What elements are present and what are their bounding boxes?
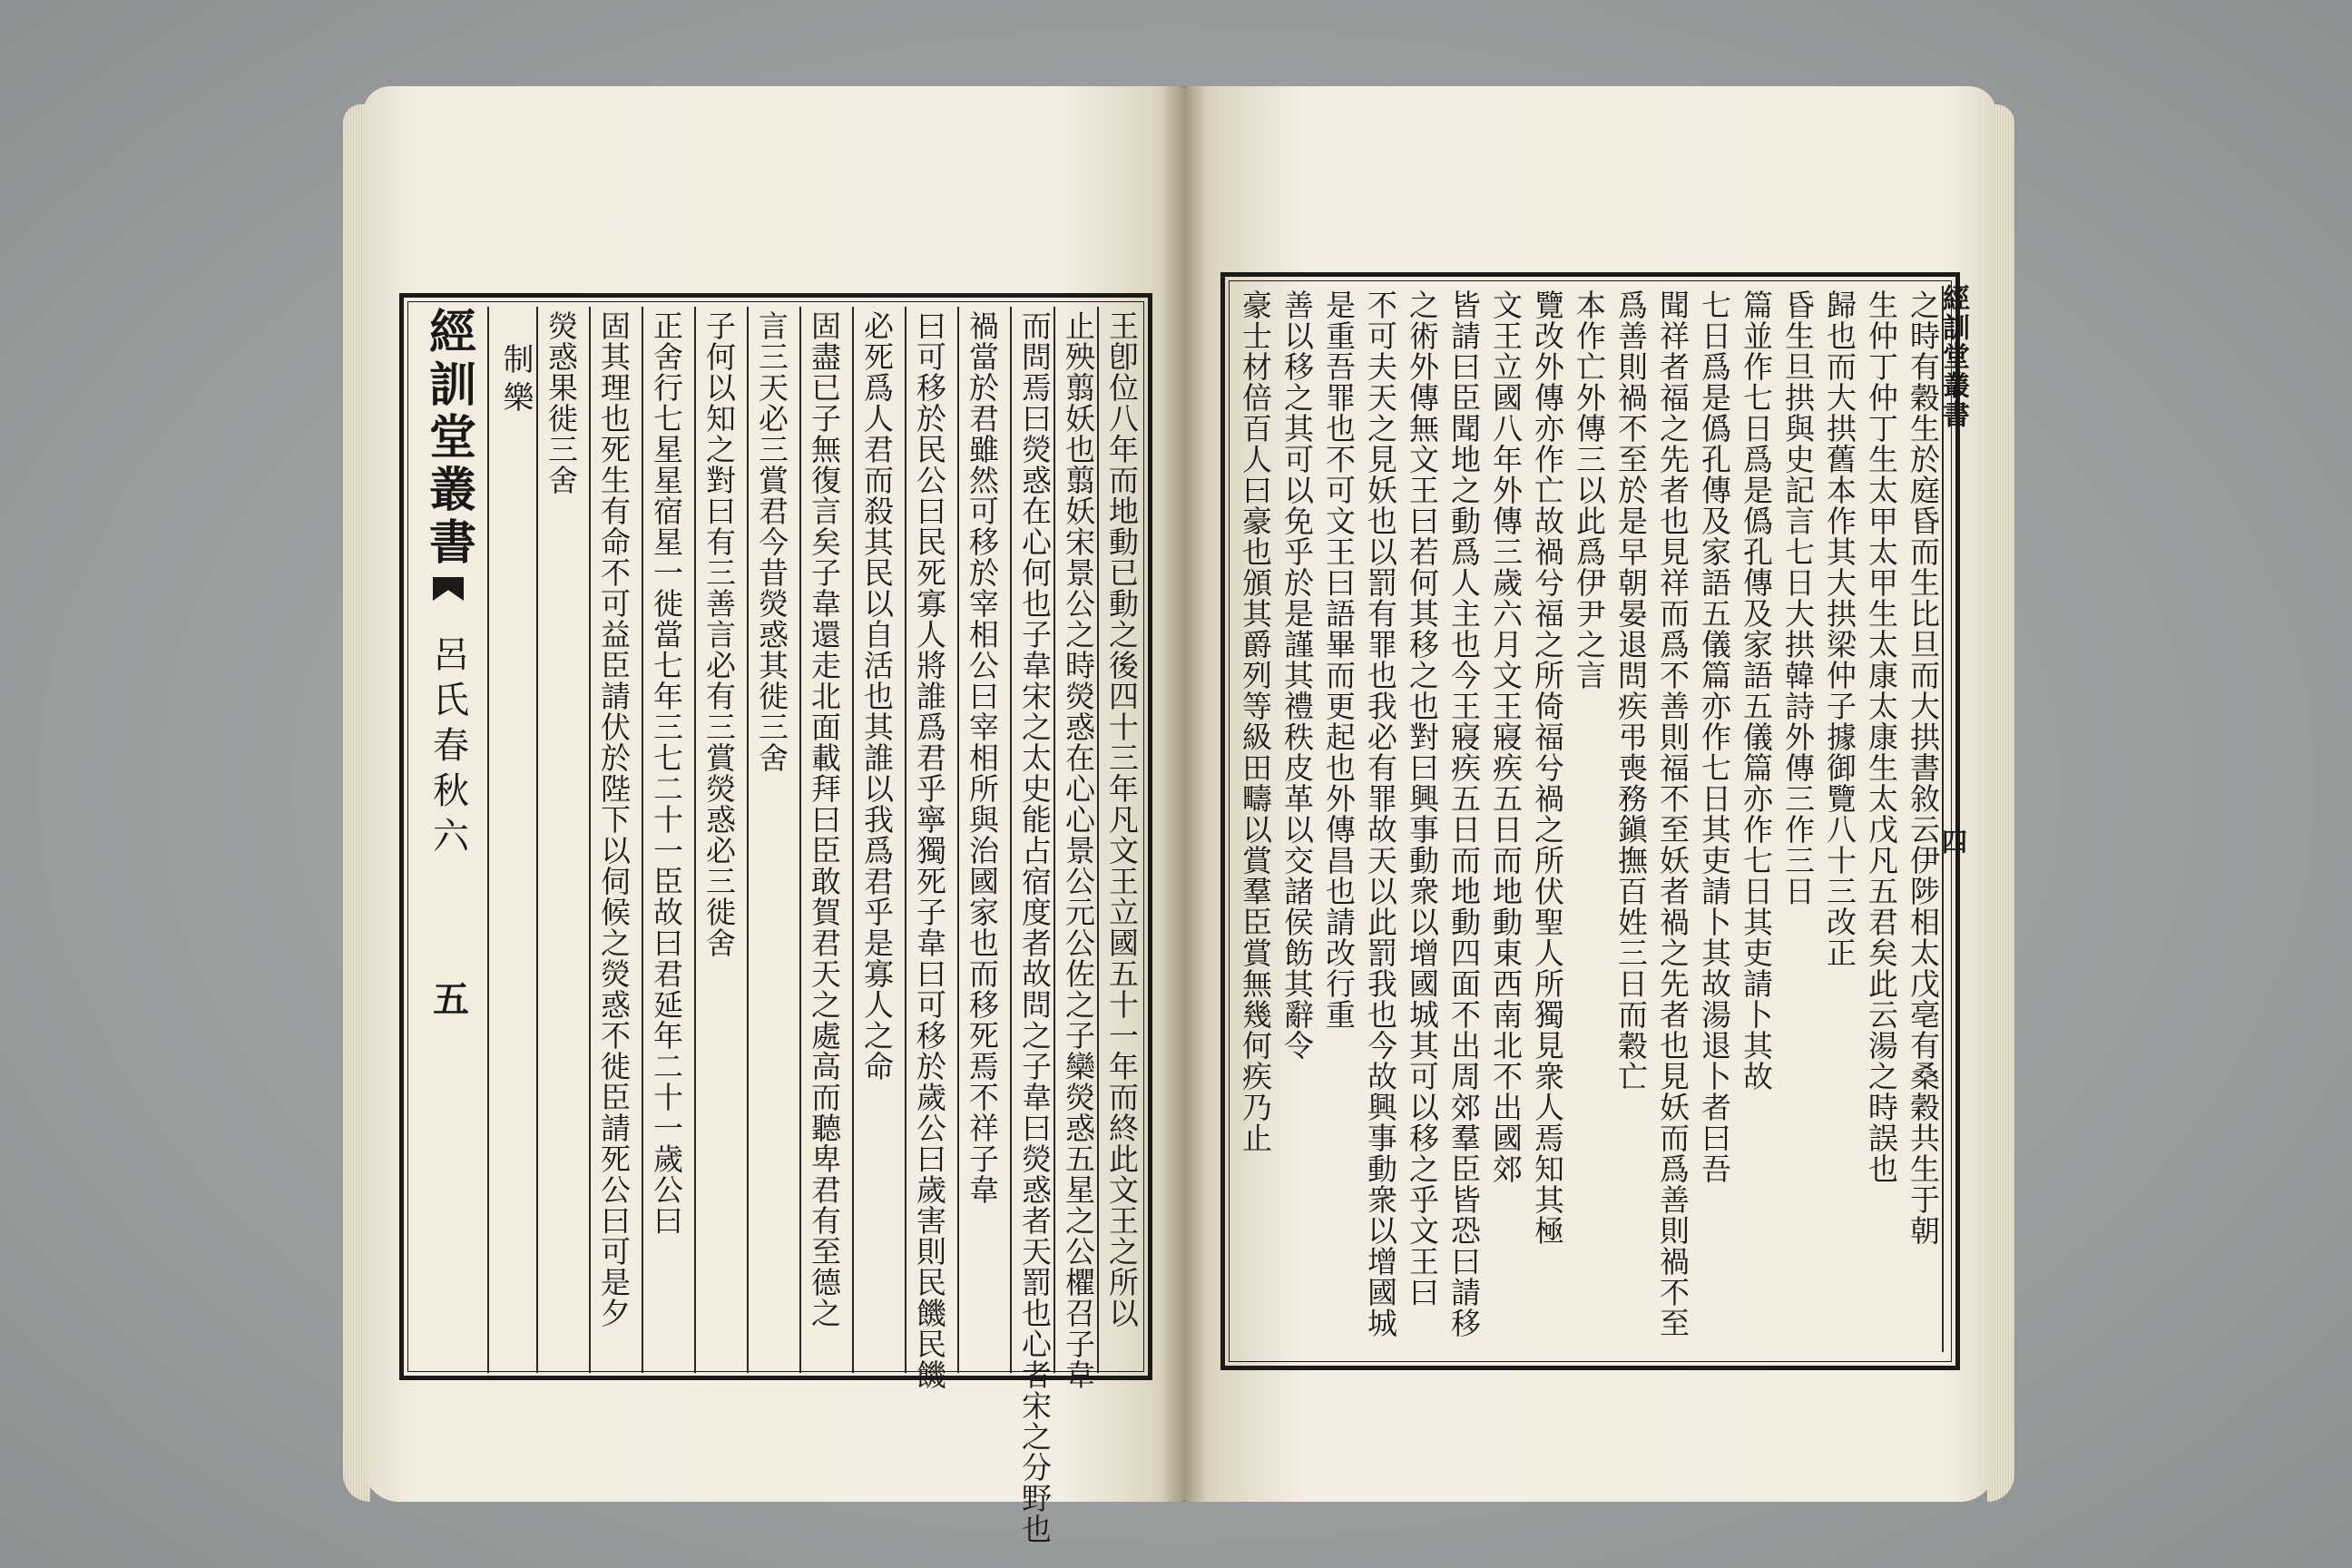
right-text-column: 昏生旦拱與史記言七日大拱韓詩外傳三作三日 [1780, 289, 1816, 906]
left-text-frame [399, 293, 1152, 1544]
left-text-column: 王卽位八年而地動已動之後四十三年凡文王立國五十一年而終此文王之所以 [1104, 310, 1140, 1328]
right-text-column: 不可夫天之見妖也以罰有罪也我必有罪故天以此罰我也今故興事動衆以增國城 [1363, 289, 1398, 1338]
column-rule [1054, 307, 1055, 1373]
column-rule [957, 307, 959, 1373]
column-rule [852, 307, 854, 1373]
right-text-column: 爲善則禍不至於是早朝晏退問疾弔喪務鎭撫百姓三日而穀亡 [1613, 289, 1649, 1092]
section-heading: 制樂 [497, 343, 534, 419]
spine-rule-left [487, 307, 489, 1373]
column-rule [694, 307, 696, 1373]
right-text-column: 七日爲是僞孔傳及家語五儀篇亦作七日其吏請卜其故湯退卜者曰吾 [1697, 289, 1732, 1184]
left-text-column: 正舍行七星星宿星一徙當七年三七二十一臣故曰君延年二十一歲公曰 [649, 310, 684, 1236]
right-text-column: 之術外傳無文王曰若何其移之也對曰興事動衆以增國城其可以移之乎文王曰 [1405, 289, 1440, 1308]
book-gutter [1161, 86, 1207, 1502]
right-book-title: 經訓堂叢書 [1937, 284, 1969, 429]
right-text-column: 篇並作七日爲是僞孔傳及家語五儀篇亦作七日其吏請卜其故 [1739, 289, 1774, 1092]
left-book-title: 經訓堂叢書 [420, 307, 476, 570]
right-spine-column [1937, 277, 1969, 1357]
column-rule [1010, 307, 1012, 1373]
left-text-column: 止殃翦妖也翦妖宋景公之時熒惑在心心景公元公佐之子欒熒惑五星之公欋召子韋 [1061, 310, 1096, 1390]
left-text-column: 固盡已子無復言矣子韋還走北面載拜曰臣敢賀君天之處高而聽卑君有至德之 [807, 310, 842, 1328]
column-rule [642, 307, 643, 1373]
fishtail-mark-left [433, 577, 464, 601]
column-rule [799, 307, 801, 1373]
open-book [363, 86, 1996, 1544]
right-text-column: 本作亡外傳三以此爲伊尹之言 [1572, 289, 1607, 691]
left-text-column: 曰可移於民公曰民死寡人將誰爲君乎寧獨死子韋曰可移於歲公曰歲害則民饑民饑 [912, 310, 947, 1390]
right-text-column: 是重吾罪也不可文王曰語畢而更起也外傳昌也請改行重 [1321, 289, 1357, 1030]
column-rule [905, 307, 906, 1373]
right-text-column: 善以移之其可以免乎於是謹其禮秩皮革以交諸侯飭其辭令 [1279, 289, 1315, 1061]
right-text-column: 文王立國八年外傳三歲六月文王寢疾五日而地動東西南北不出國郊 [1488, 289, 1524, 1184]
column-rule [1097, 307, 1099, 1373]
column-rule [747, 307, 749, 1373]
right-text-column: 皆請曰臣聞地之動爲人主也今王寢疾五日而地動四面不出周郊羣臣皆恐曰請移 [1446, 289, 1482, 1338]
left-text-column: 固其理也死生有命不可益臣請伏於陛下以伺候之熒惑不徙臣請死公曰可是夕 [596, 310, 632, 1328]
column-rule [536, 307, 538, 1373]
left-page [363, 86, 1184, 1544]
left-text-column: 禍當於君雖然可移於宰相公曰宰相所與治國家也而移死焉不祥子韋 [965, 310, 1000, 1205]
right-text-column: 聞祥者福之先者也見祥而爲不善則福不至妖者禍之先者也見妖而爲善則禍不至 [1655, 289, 1690, 1338]
right-text-column: 豪士材倍百人曰豪也頒其爵列等級田疇以賞羣臣賞無幾何疾乃止 [1238, 289, 1273, 1153]
left-text-column: 必死爲人君而殺其民以自活也其誰以我爲君乎是寡人之命 [859, 310, 895, 1082]
right-text-column: 之時有穀生於庭昏而生比旦而大拱書敘云伊陟相太戊亳有桑穀共生于朝 [1906, 289, 1941, 1246]
left-text-column: 而問焉曰熒惑在心何也子韋宋之太史能占宿度者故問之子韋曰熒惑者天罰也心者宋之分野也 [1017, 310, 1053, 1544]
right-text-column: 生仲丁仲丁生太甲太甲生太康太康生太戊凡五君矣此云湯之時誤也 [1864, 289, 1899, 1184]
left-text-column: 熒惑果徙三舍 [544, 310, 579, 495]
right-text-column: 歸也而大拱舊本作其大拱梁仲子據御覽八十三改正 [1822, 289, 1857, 968]
left-text-column: 子何以知之對曰有三善言必有三賞熒惑必三徙舍 [701, 310, 737, 958]
left-spine-column [411, 298, 485, 1377]
column-rule [589, 307, 591, 1373]
right-text-column: 覽改外傳亦作亡故禍兮福之所倚福兮禍之所伏聖人所獨見衆人焉知其極 [1530, 289, 1565, 1246]
spine-rule-right [1942, 286, 1944, 1352]
right-page-number: 四 [1938, 828, 1968, 856]
left-text-column: 言三天必三賞君今昔熒惑其徙三舍 [754, 310, 789, 773]
left-page-number: 五 [426, 980, 470, 1018]
left-chapter-title: 呂氏春秋六 [426, 635, 469, 862]
right-text-frame [1220, 272, 1969, 1370]
